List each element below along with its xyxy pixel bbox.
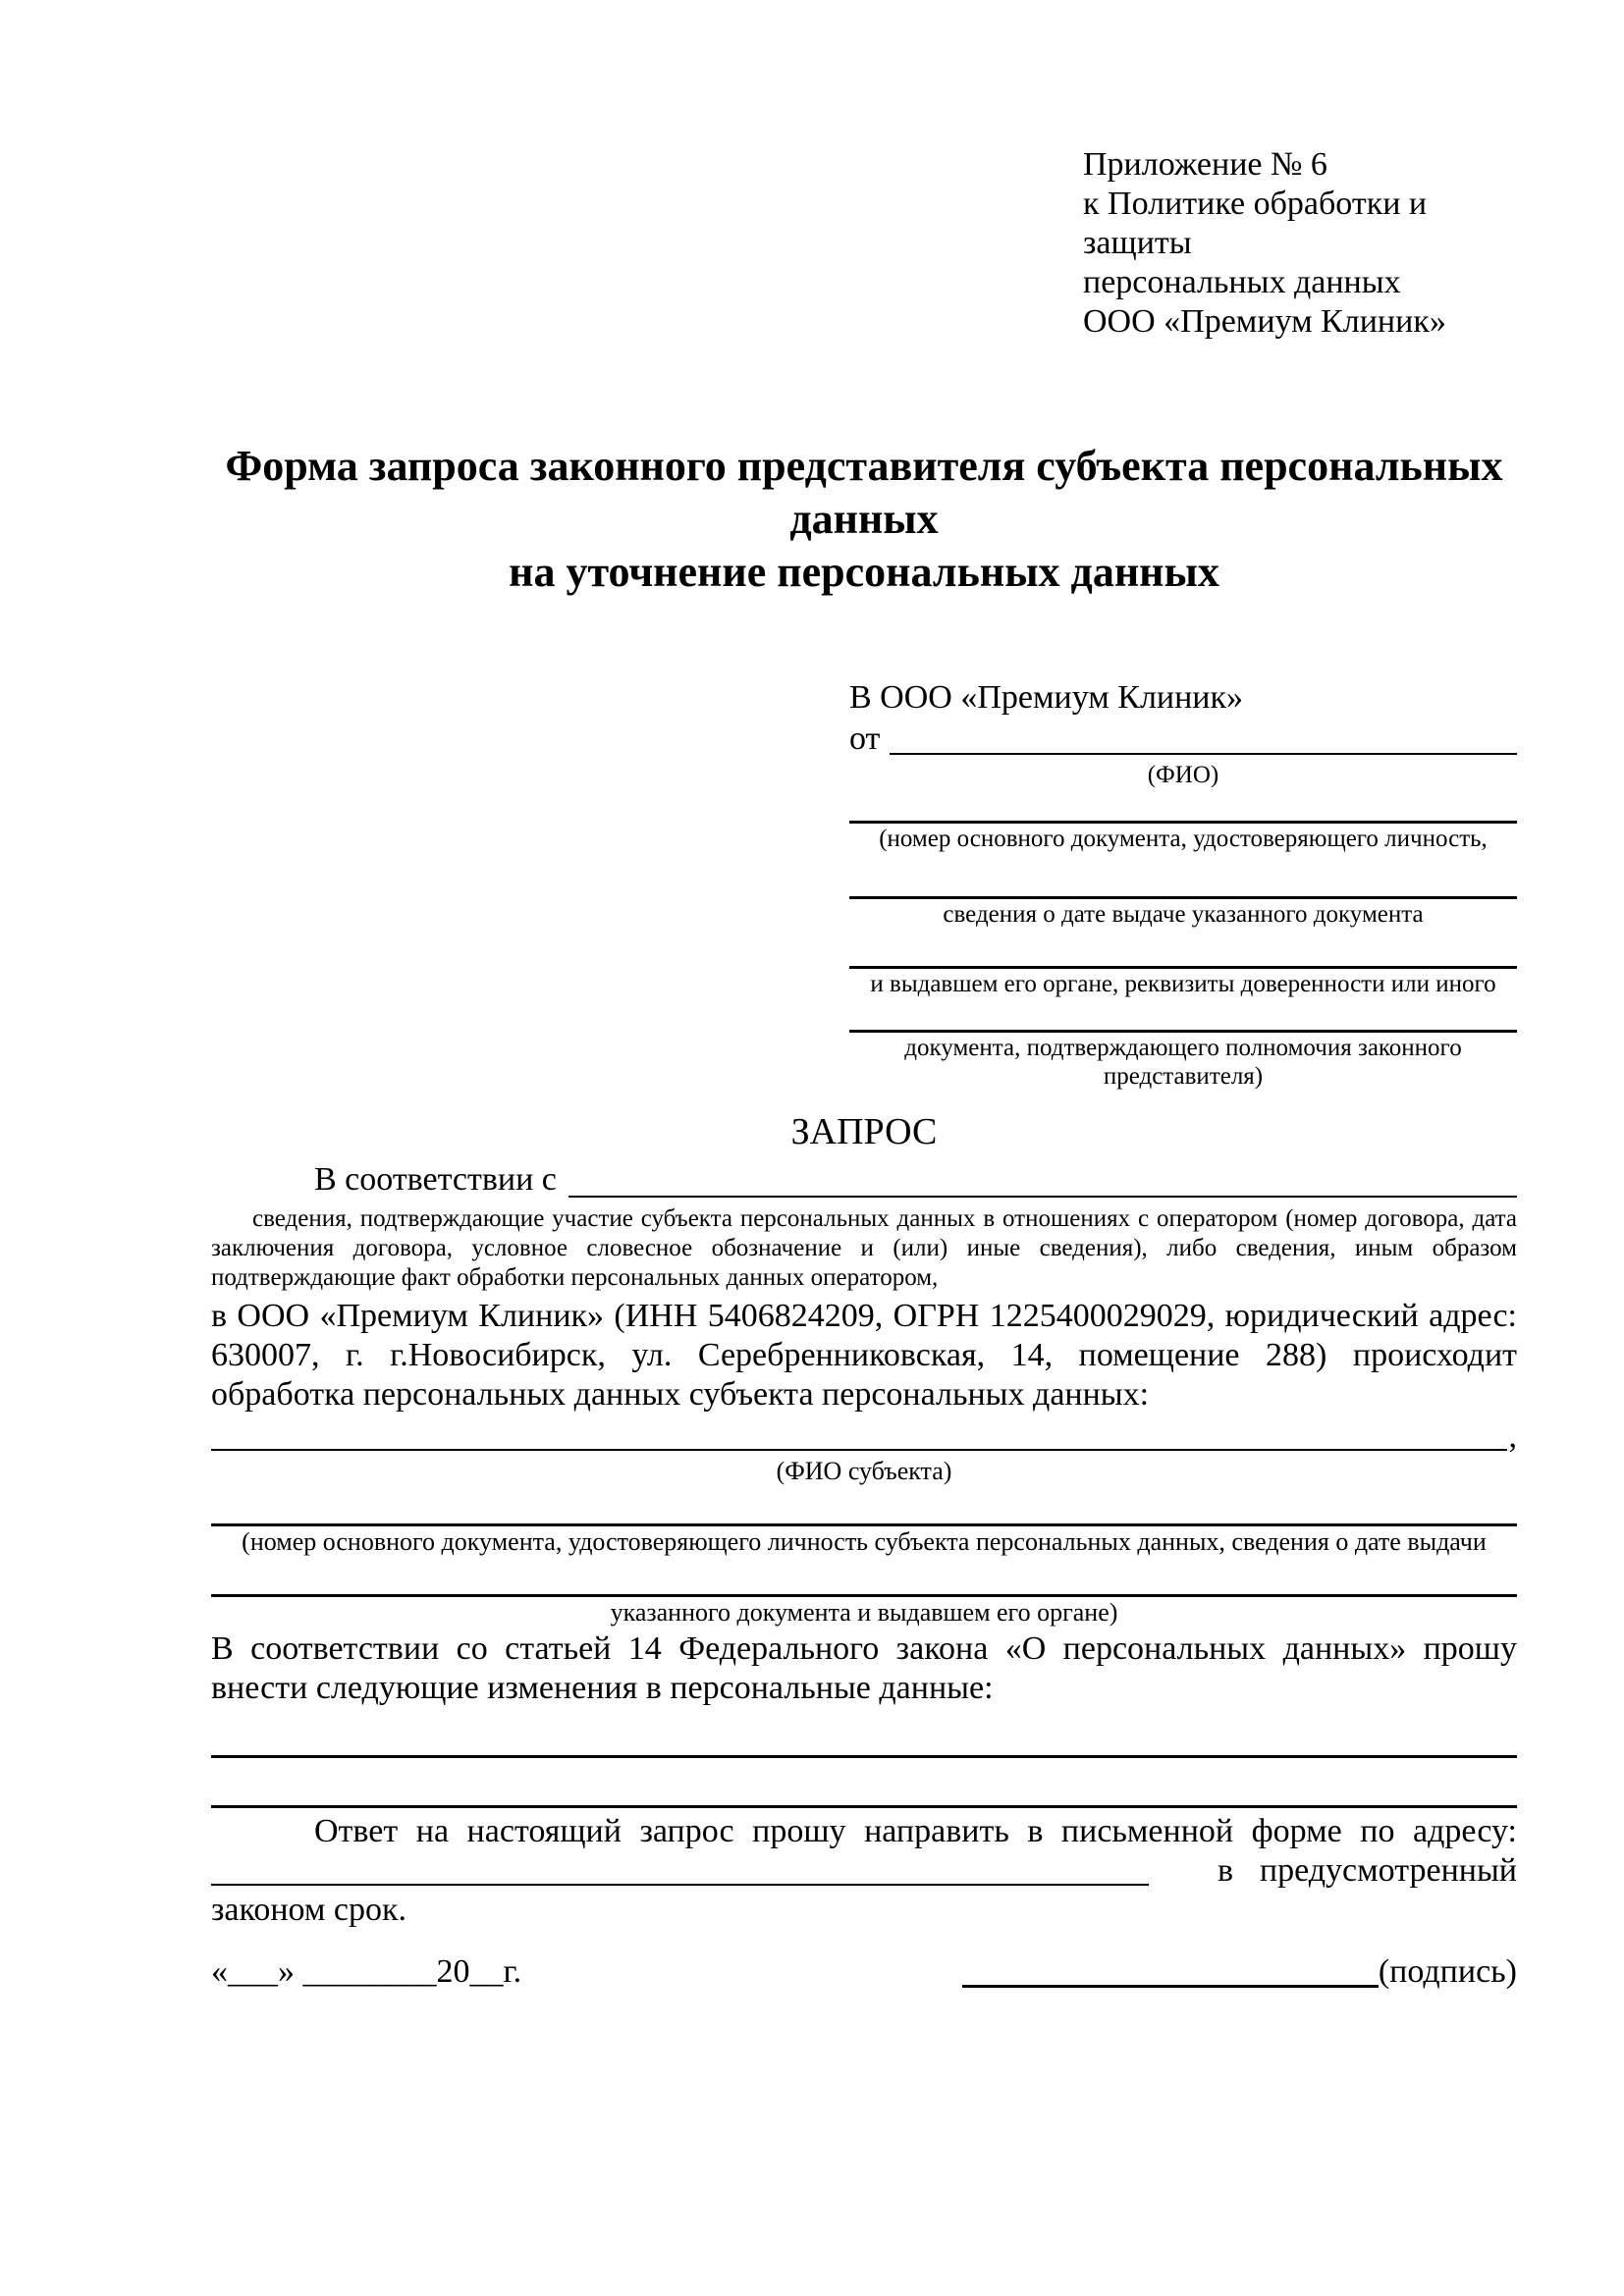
subject-document-caption: (номер основного документа, удостоверяющего личность субъекта персональных данных, сведения о дате выдачи xyxy=(242,1527,1487,1556)
signature-row xyxy=(211,1951,1517,1993)
date-blank: «___» ________20__г. xyxy=(211,1953,522,1990)
from-row xyxy=(849,719,1517,760)
operator-paragraph: в ООО «Премиум Клиник» (ИНН 5406824209, ОГРН 1225400029029, юридический адрес: 630007, г. г.Новосибирск, ул. Серебренниковская, 14, помещение 288) происходит обработка персональных данных субъекта персональных данных: xyxy=(211,1298,1517,1413)
annex-line: персональных данных xyxy=(1083,264,1401,300)
document-title-line: на уточнение персональных данных xyxy=(509,548,1219,596)
issuing-authority-blank-line xyxy=(849,929,1517,969)
basis-footnote: сведения, подтверждающие участие субъекта персональных данных в отношениях с оператором (номер договора, дата заключения договора, условное словесное обозначение и (или) иные сведения), либо сведения, иным образом подтверждающие факт обработки персональных данных оператором, xyxy=(211,1205,1517,1291)
reply-word: в xyxy=(1218,1852,1234,1889)
addressee-block xyxy=(849,677,1517,1091)
subject-fio-row xyxy=(211,1418,1517,1456)
subject-document-blank-line xyxy=(211,1486,1517,1526)
reply-address-row xyxy=(211,1851,1517,1891)
changes-paragraph: В соответствии со статьей 14 Федерального закона «О персональных данных» прошу внести следующие изменения в персональные данные: xyxy=(211,1630,1517,1706)
annex-block xyxy=(1083,145,1517,342)
issue-date-caption: сведения о дате выдаче указанного документа xyxy=(943,901,1424,928)
changes-blank-line xyxy=(211,1758,1517,1808)
authority-document-blank-line xyxy=(849,998,1517,1033)
subject-line-suffix: , xyxy=(1508,1418,1517,1455)
reply-word: предусмотренный xyxy=(1259,1852,1517,1889)
annex-line: Приложение № 6 xyxy=(1083,146,1327,183)
basis-prefix: В соответствии с xyxy=(314,1161,557,1198)
basis-blank-line xyxy=(568,1196,1517,1198)
subject-fio-caption: (ФИО субъекта) xyxy=(776,1457,952,1485)
annex-line: к Политике обработки и защиты xyxy=(1083,186,1428,261)
changes-blank-line xyxy=(211,1708,1517,1758)
subject-fio-blank-line xyxy=(211,1449,1507,1451)
signature-blank-line xyxy=(962,1985,1379,1988)
document-number-caption: (номер основного документа, удостоверяющего личность, xyxy=(879,826,1488,852)
document-title-line: Форма запроса законного представителя субъекта персональных данных xyxy=(225,442,1503,543)
issuing-authority-caption: и выдавшем его органе, реквизиты доверенности или иного xyxy=(870,971,1496,997)
request-heading: ЗАПРОС xyxy=(790,1111,938,1152)
authority-document-caption: документа, подтверждающего полномочия законного представителя) xyxy=(904,1035,1462,1090)
basis-row xyxy=(211,1157,1517,1202)
from-label: от xyxy=(849,721,881,757)
subject-authority-caption: указанного документа и выдавшем его органе) xyxy=(610,1598,1118,1627)
reply-tail: законом срок. xyxy=(211,1892,406,1928)
document-number-blank-line xyxy=(849,789,1517,824)
signature-area xyxy=(962,1951,1517,1993)
fio-caption: (ФИО) xyxy=(1147,762,1219,788)
signature-caption: (подпись) xyxy=(1378,1953,1517,1990)
annex-line: ООО «Премиум Клиник» xyxy=(1083,303,1446,340)
issue-date-blank-line xyxy=(849,853,1517,899)
address-blank-line xyxy=(211,1884,1149,1886)
document-title xyxy=(211,440,1517,599)
subject-authority-blank-line xyxy=(211,1557,1517,1597)
reply-intro: Ответ на настоящий запрос прошу направить в письменной форме по адресу: xyxy=(314,1813,1517,1849)
addressee-to: В ООО «Премиум Клиник» xyxy=(849,679,1244,716)
fio-blank-line xyxy=(890,753,1517,755)
